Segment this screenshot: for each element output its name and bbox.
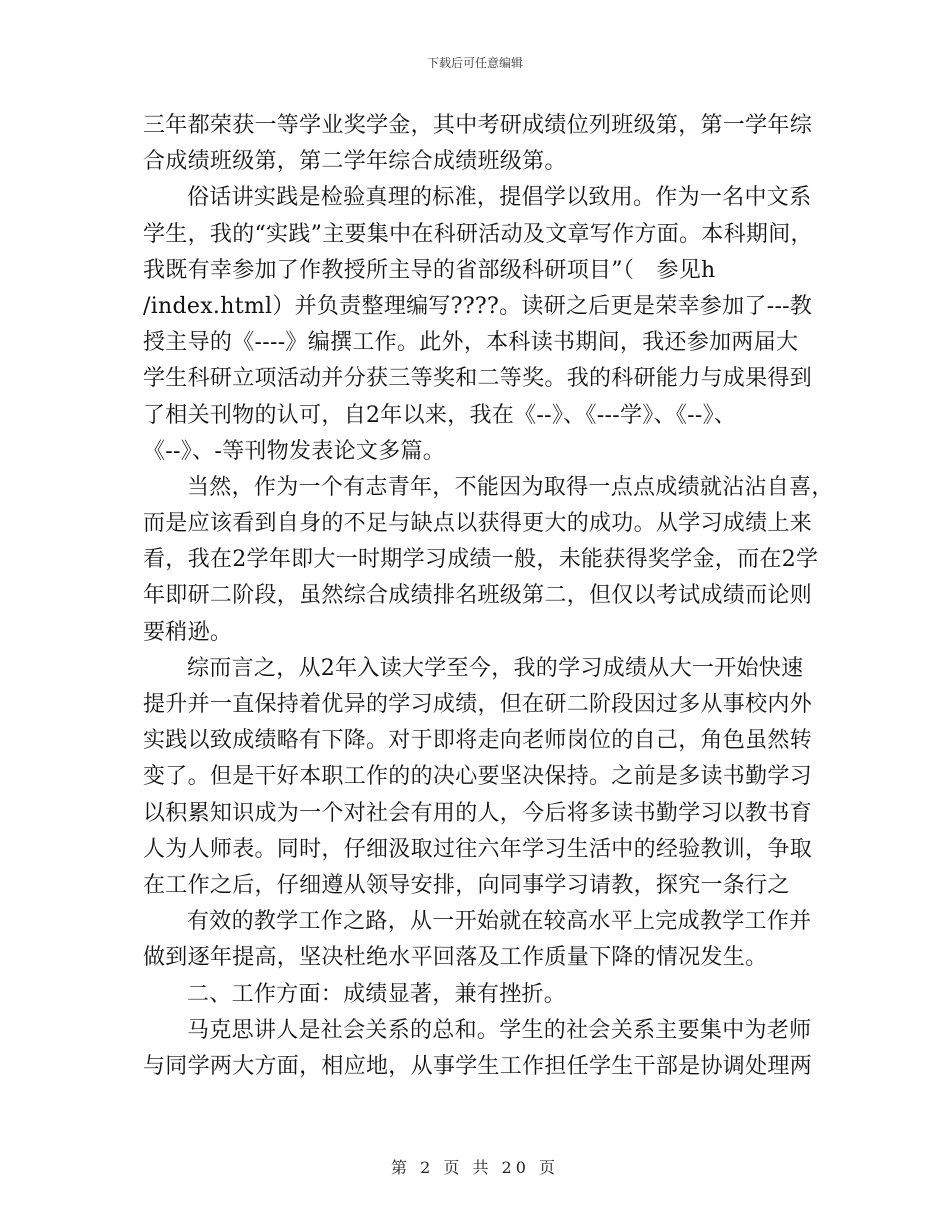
paragraph-start: 综而言之，从2年入读大学至今，我的学习成绩从大一开始快速 xyxy=(187,655,804,681)
paragraph-start: 俗话讲实践是检验真理的标准，提倡学以致用。作为一名中文系 xyxy=(187,185,812,211)
text-line: 合成绩班级第，第二学年综合成绩班级第。 xyxy=(143,149,567,175)
text-line: 三年都荣获一等学业奖学金，其中考研成绩位列班级第，第一学年综 xyxy=(143,113,813,138)
text-line: 与同学两大方面，相应地，从事学生工作担任学生干部是协调处理两 xyxy=(143,1053,813,1079)
paragraph-start: 有效的教学工作之路，从一开始就在较高水平上完成教学工作并 xyxy=(187,909,812,935)
text-line: 授主导的《----》编撰工作。此外，本科读书期间，我还参加两届大 xyxy=(143,330,799,356)
text-line: 而是应该看到自身的不足与缺点以获得更大的成功。从学习成绩上来 xyxy=(143,511,813,537)
text-line: 《--》、-等刊物发表论文多篇。 xyxy=(143,438,446,464)
text-line: 变了。但是干好本职工作的的决心要坚决保持。之前是多读书勤学习 xyxy=(143,764,813,790)
text-line: 要稍逊。 xyxy=(143,619,233,645)
text-line: 年即研二阶段，虽然综合成绩排名班级第二，但仅以考试成绩而论则 xyxy=(143,583,813,609)
text-line: 学生，我的“实践”主要集中在科研活动及文章写作方面。本科期间， xyxy=(143,221,813,247)
document-body xyxy=(143,108,834,1085)
text-line: 提升并一直保持着优异的学习成绩，但在研二阶段因过多从事校内外 xyxy=(143,692,813,717)
paragraph-start: 马克思讲人是社会关系的总和。学生的社会关系主要集中为老师 xyxy=(187,1017,812,1043)
text-line: 实践以致成绩略有下降。对于即将走向老师岗位的自己，角色虽然转 xyxy=(143,728,813,754)
page-header: 下载后可任意编辑 xyxy=(426,56,523,70)
text-line: /index.html）并负责整理编写????。读研之后更是荣幸参加了---教 xyxy=(143,293,813,319)
text-line: 做到逐年提高，坚决杜绝水平回落及工作质量下降的情况发生。 xyxy=(143,945,768,971)
text-line: 学生科研立项活动并分获三等奖和二等奖。我的科研能力与成果得到 xyxy=(143,366,813,392)
text-line: 人为人师表。同时，仔细汲取过往六年学习生活中的经验教训，争取 xyxy=(143,836,813,862)
paragraph-start: 当然，作为一个有志青年，不能因为取得一点点成绩就沾沾自喜， xyxy=(187,474,834,500)
section-heading: 二、工作方面：成绩显著，兼有挫折。 xyxy=(187,981,567,1007)
text-line: 看，我在2学年即大一时期学习成绩一般，未能获得奖学金，而在2学 xyxy=(143,547,819,573)
text-line: 在工作之后，仔细遵从领导安排，向同事学习请教，探究一条行之 xyxy=(143,872,790,898)
text-line: 了相关刊物的认可，自2年以来，我在《--》、《---学》、《--》、 xyxy=(143,402,737,428)
text-line: 我既有幸参加了作教授所主导的省部级科研项目”（ 参见h xyxy=(143,257,716,283)
text-line: 以积累知识成为一个对社会有用的人，今后将多读书勤学习以教书育 xyxy=(143,800,813,826)
page-number: 第 2 页 共 20 页 xyxy=(391,1158,559,1177)
